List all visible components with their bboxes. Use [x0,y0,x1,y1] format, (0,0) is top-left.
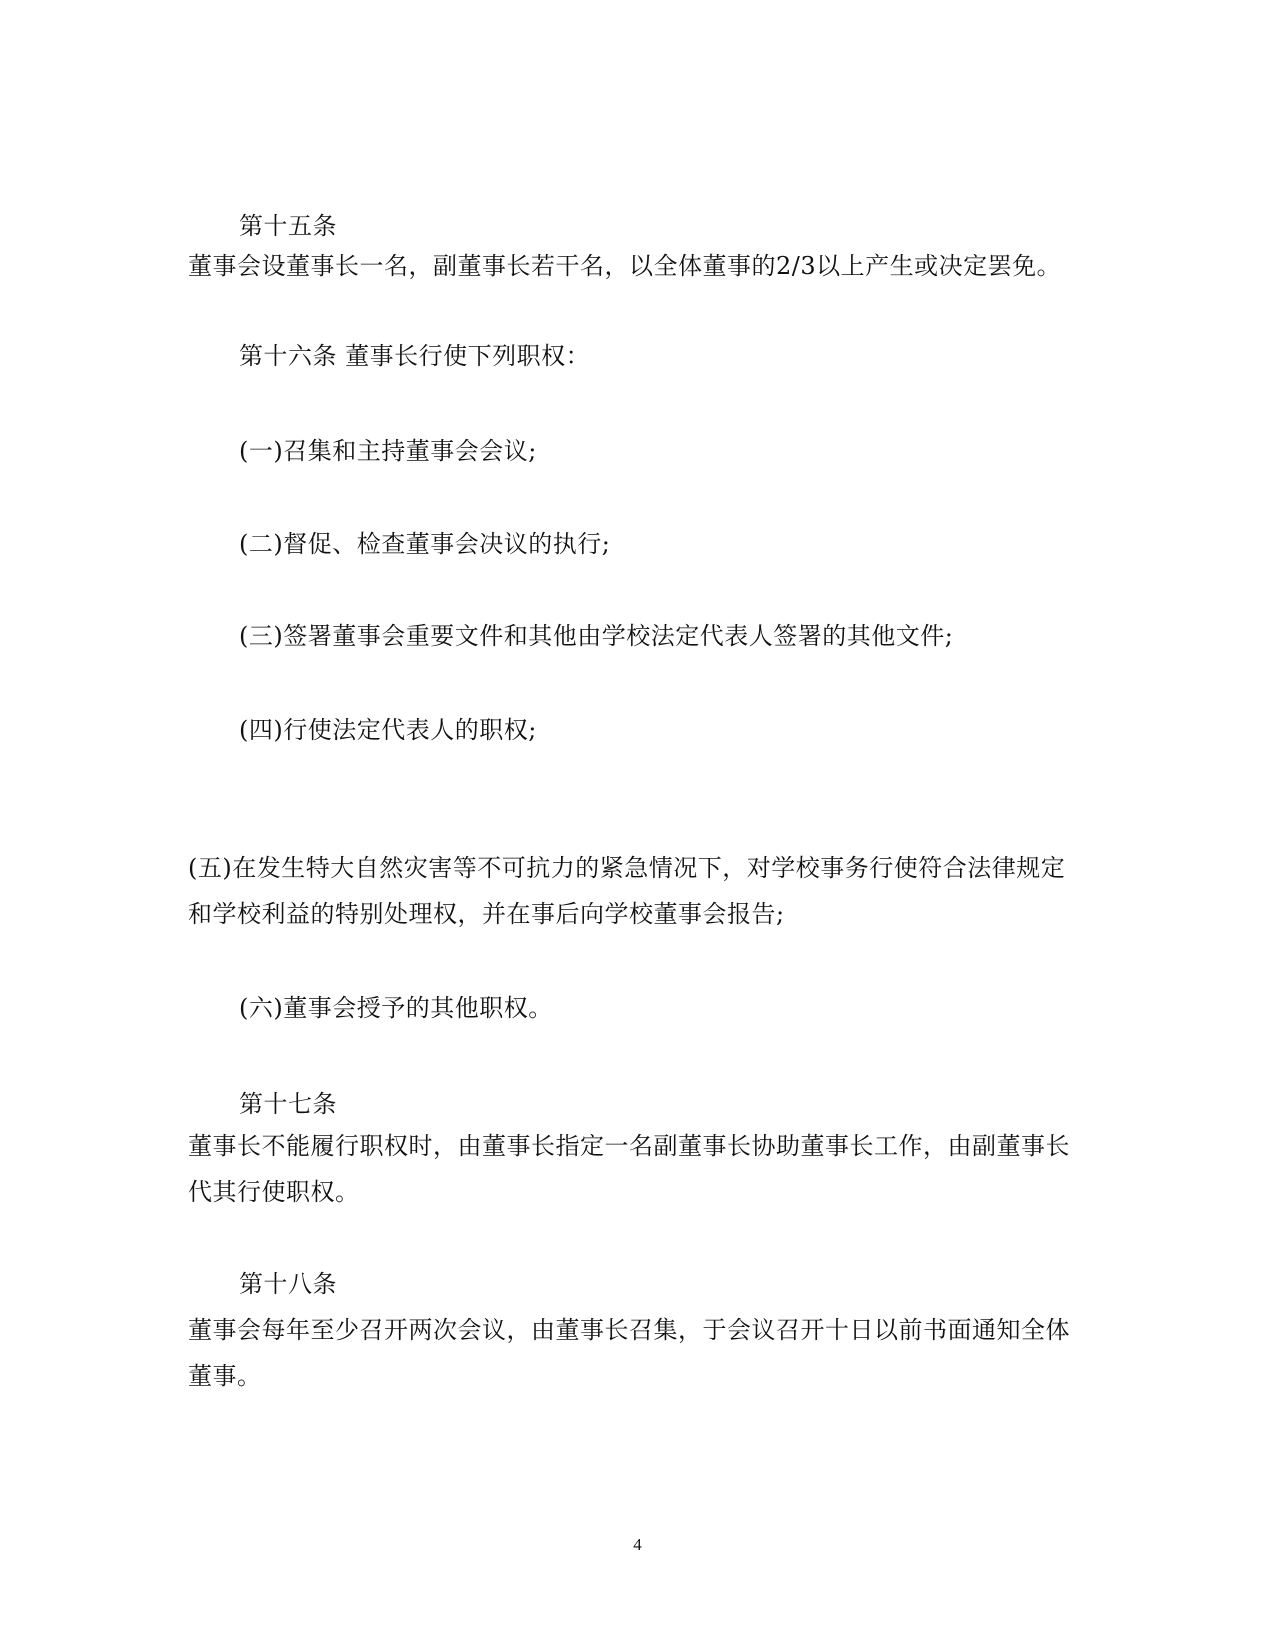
article-15-body: 董事会设董事长一名，副董事长若干名，以全体董事的2/3以上产生或决定罢免。 [188,252,1062,280]
article-18-heading: 第十八条 [239,1270,337,1298]
article-16-item-6: (六)董事会授予的其他职权。 [239,994,553,1022]
article-18-body-line-2: 董事。 [188,1362,262,1390]
article-17-heading: 第十七条 [239,1090,337,1118]
article-16-heading: 第十六条 董事长行使下列职权： [239,342,591,370]
page-number: 4 [633,1535,642,1554]
article-16-item-2: (二)督促、检查董事会决议的执行; [239,530,611,558]
article-17-body-line-1: 董事长不能履行职权时，由董事长指定一名副董事长协助董事长工作，由副董事长 [188,1132,1070,1160]
article-16-item-1: (一)召集和主持董事会会议; [239,437,537,465]
article-16-item-3: (三)签署董事会重要文件和其他由学校法定代表人签署的其他文件; [239,622,954,650]
article-15-heading: 第十五条 [239,212,337,240]
article-18-body-line-1: 董事会每年至少召开两次会议，由董事长召集，于会议召开十日以前书面通知全体 [188,1316,1070,1344]
article-16-item-4: (四)行使法定代表人的职权; [239,716,537,744]
article-16-item-5-line-1: (五)在发生特大自然灾害等不可抗力的紧急情况下，对学校事务行使符合法律规定 [188,854,1066,882]
article-16-item-5-line-2: 和学校利益的特别处理权，并在事后向学校董事会报告; [188,900,785,928]
article-17-body-line-2: 代其行使职权。 [188,1178,360,1206]
